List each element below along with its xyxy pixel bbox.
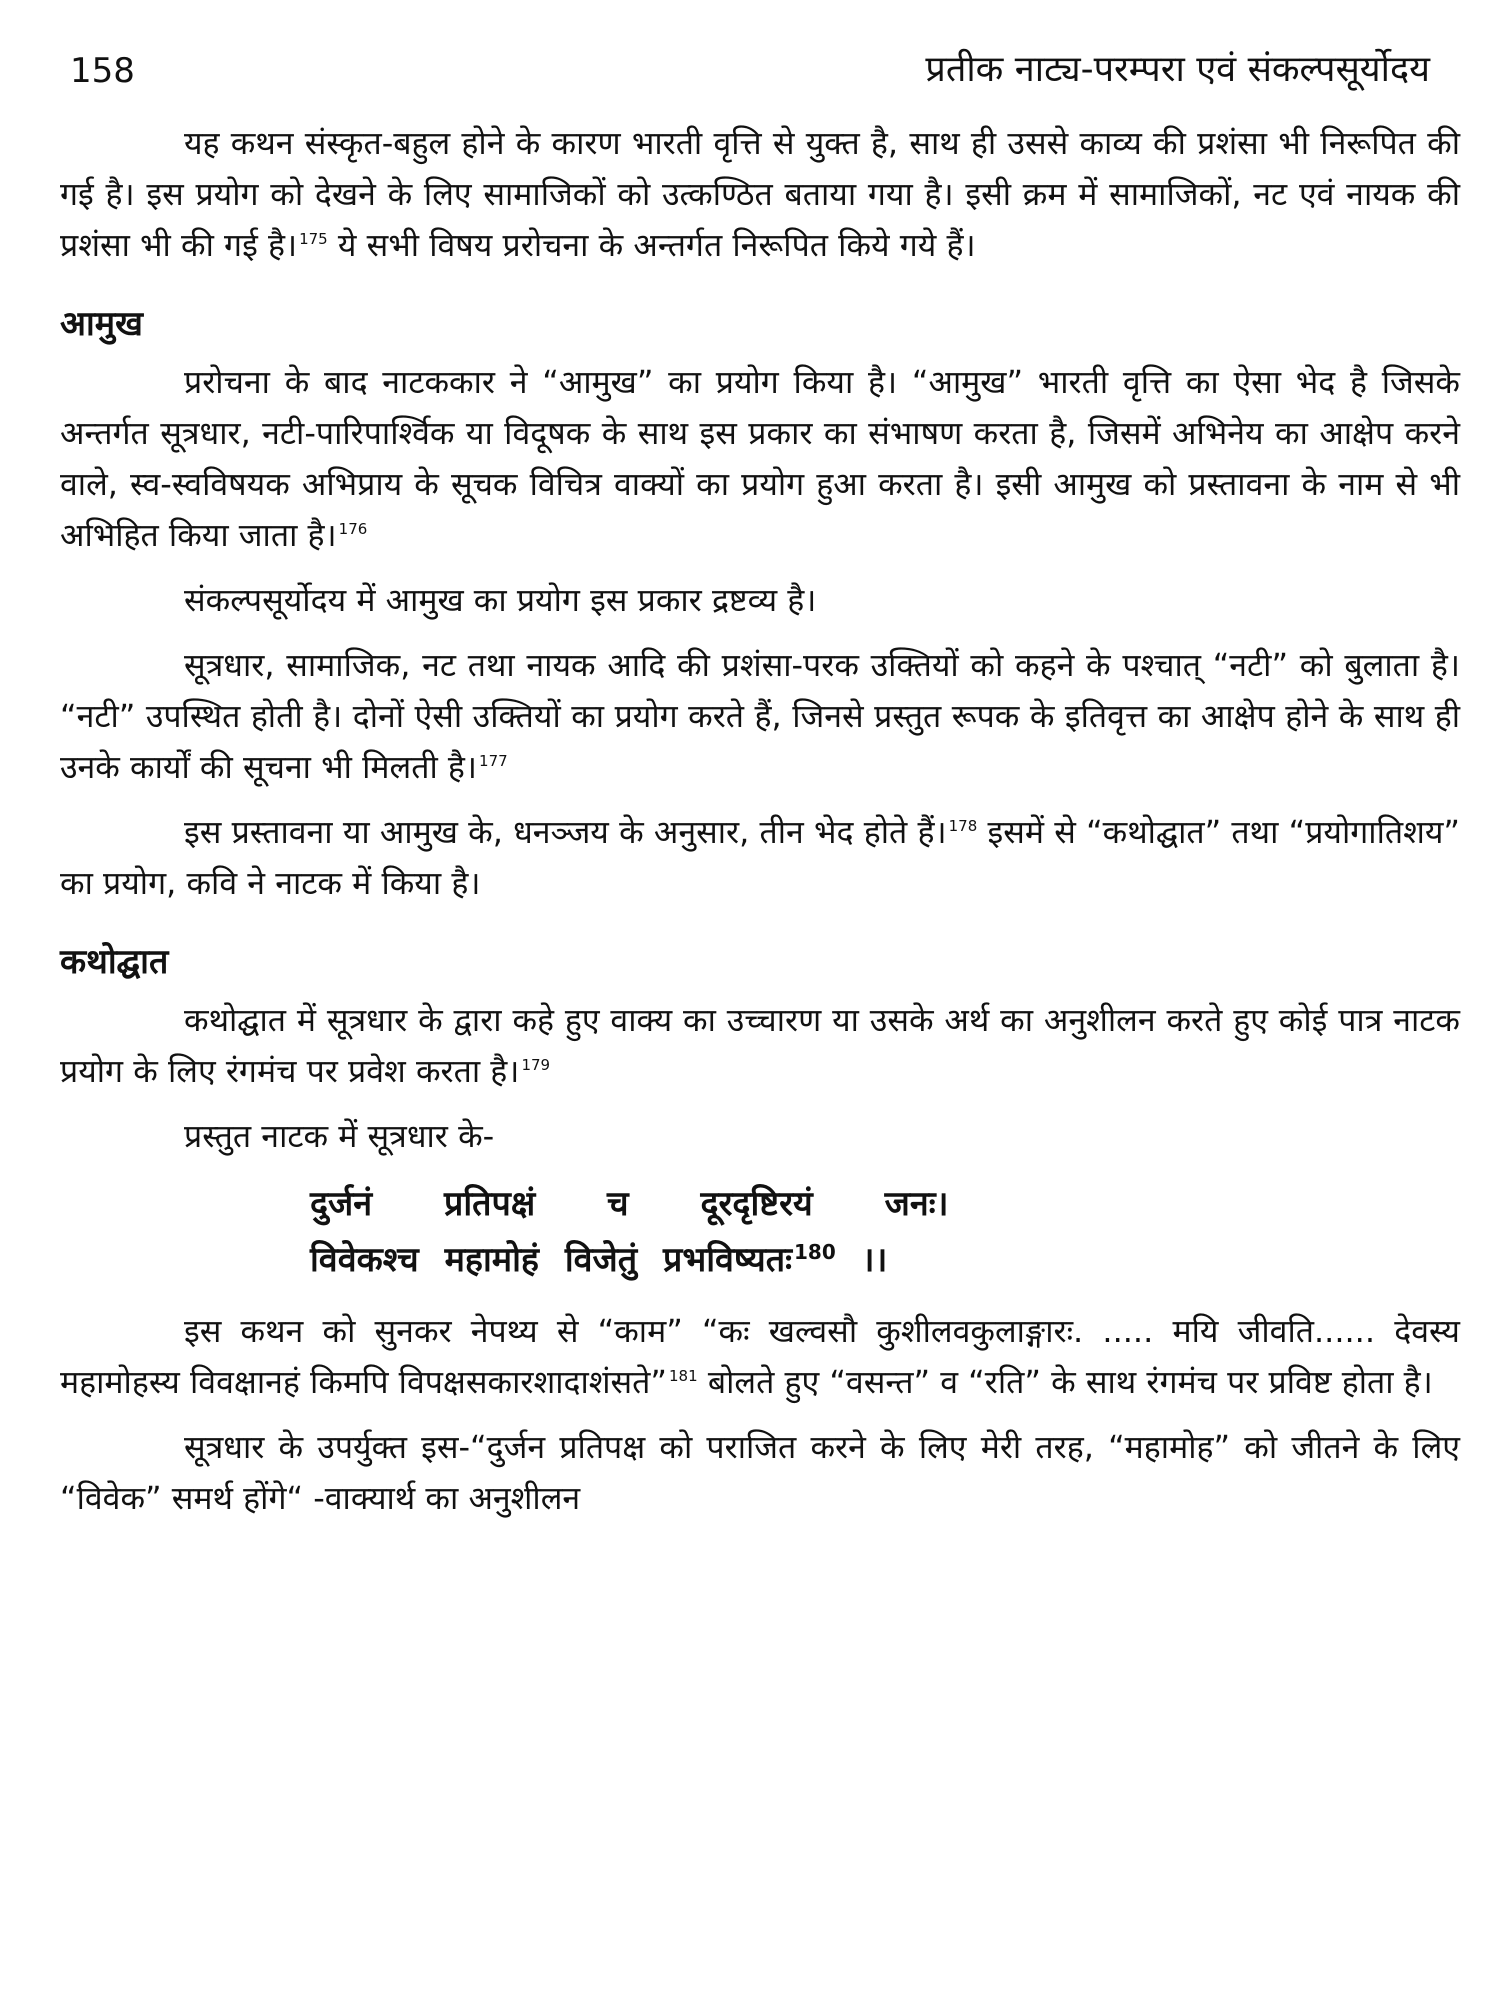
paragraph-6 bbox=[60, 995, 1460, 1097]
paragraph-8-text-cont: बोलते हुए “वसन्त” व “रति” के साथ रंगमंच पर प्रविष्ट होता है। bbox=[697, 1363, 1433, 1401]
paragraph-4-text: सूत्रधार, सामाजिक, नट तथा नायक आदि की प्रशंसा-परक उक्तियों को कहने के पश्चात् “नटी” को बुलाता है। “नटी” उपस्थित होती है। दोनों ऐसी उक्तियों का प्रयोग करते हैं, जिनसे प्रस्तुत रूपक के इतिवृत्त का आक्षेप होने के साथ ही उनके कार्यों की सूचना भी मिलती है। bbox=[60, 646, 1460, 786]
section-heading-aamukh: आमुख bbox=[60, 304, 143, 344]
footnote-ref-179: 179 bbox=[521, 1056, 551, 1075]
footnote-ref-180: 180 bbox=[793, 1239, 836, 1264]
paragraph-7 bbox=[60, 1111, 1460, 1162]
page-body bbox=[60, 118, 1460, 1538]
paragraph-2 bbox=[60, 357, 1460, 561]
section-heading-kathodghat: कथोद्घात bbox=[60, 942, 169, 982]
paragraph-5-text: इस प्रस्तावना या आमुख के, धनञ्जय के अनुसार, तीन भेद होते हैं। bbox=[184, 813, 947, 851]
footnote-ref-175: 175 bbox=[299, 230, 328, 249]
verse-line-1: दुर्जनं प्रतिपक्षं च दूरदृष्टिरयं जनः। bbox=[310, 1184, 949, 1224]
paragraph-9 bbox=[60, 1422, 1460, 1524]
sanskrit-verse bbox=[60, 1176, 1460, 1288]
paragraph-7-text: प्रस्तुत नाटक में सूत्रधार के- bbox=[184, 1117, 495, 1155]
paragraph-3-text: संकल्पसूर्योदय में आमुख का प्रयोग इस प्रकार द्रष्टव्य है। bbox=[184, 581, 817, 619]
page-number: 158 bbox=[70, 51, 135, 91]
verse-line-2-end: ।। bbox=[861, 1240, 888, 1280]
paragraph-8 bbox=[60, 1306, 1460, 1408]
paragraph-3 bbox=[60, 575, 1460, 626]
paragraph-9-text: सूत्रधार के उपर्युक्त इस-“दुर्जन प्रतिपक्ष को पराजित करने के लिए मेरी तरह, “महामोह” को जीतने के लिए “विवेक” समर्थ होंगे“ -वाक्यार्थ का अनुशीलन bbox=[60, 1428, 1460, 1517]
footnote-ref-176: 176 bbox=[338, 520, 368, 539]
footnote-ref-177: 177 bbox=[479, 752, 508, 771]
paragraph-4 bbox=[60, 640, 1460, 793]
paragraph-2-text: प्ररोचना के बाद नाटककार ने “आमुख” का प्रयोग किया है। “आमुख” भारती वृत्ति का ऐसा भेद है जिसके अन्तर्गत सूत्रधार, नटी-पारिपार्श्विक या विदूषक के साथ इस प्रकार का संभाषण करता है, जिसमें अभिनेय का आक्षेप करने वाले, स्व-स्वविषयक अभिप्राय के सूचक विचित्र वाक्यों का प्रयोग हुआ करता है। इसी आमुख को प्रस्तावना के नाम से भी अभिहित किया जाता है। bbox=[60, 363, 1460, 554]
paragraph-1-text-cont: ये सभी विषय प्ररोचना के अन्तर्गत निरूपित किये गये हैं। bbox=[327, 226, 976, 264]
verse-line-2-text: विवेकश्च महामोहं विजेतुं प्रभविष्यतः bbox=[310, 1240, 792, 1280]
paragraph-5-text-cont: इसमें से “कथोद्घात” तथा “प्रयोगातिशय” का प्रयोग, कवि ने नाटक में किया है। bbox=[60, 813, 1461, 902]
paragraph-1-text: यह कथन संस्कृत-बहुल होने के कारण भारती वृत्ति से युक्त है, साथ ही उससे काव्य की प्रशंसा भी निरूपित की गई है। इस प्रयोग को देखने के लिए सामाजिकों को उत्कण्ठित बताया गया है। इसी क्रम में सामाजिकों, नट एवं नायक की प्रशंसा भी की गई है। bbox=[60, 124, 1460, 264]
paragraph-1 bbox=[60, 118, 1460, 271]
verse-line-2 bbox=[310, 1232, 1460, 1288]
paragraph-8-text: इस कथन को सुनकर नेपथ्य से “काम” “कः खल्वसौ कुशीलवकुलाङ्गारः. ..... मयि जीवति...... देवस्य महामोहस्य विवक्षानहं किमपि विपक्षसकारशादाशंसते” bbox=[60, 1312, 1460, 1401]
footnote-ref-178: 178 bbox=[948, 817, 978, 836]
page-header bbox=[70, 28, 1430, 91]
paragraph-6-text: कथोद्घात में सूत्रधार के द्वारा कहे हुए वाक्य का उच्चारण या उसके अर्थ का अनुशीलन करते हुए कोई पात्र नाटक प्रयोग के लिए रंगमंच पर प्रवेश करता है। bbox=[60, 1001, 1460, 1090]
footnote-ref-181: 181 bbox=[669, 1367, 698, 1386]
running-title: प्रतीक नाट्य-परम्परा एवं संकल्पसूर्योदय bbox=[925, 49, 1430, 90]
paragraph-5 bbox=[60, 807, 1460, 909]
